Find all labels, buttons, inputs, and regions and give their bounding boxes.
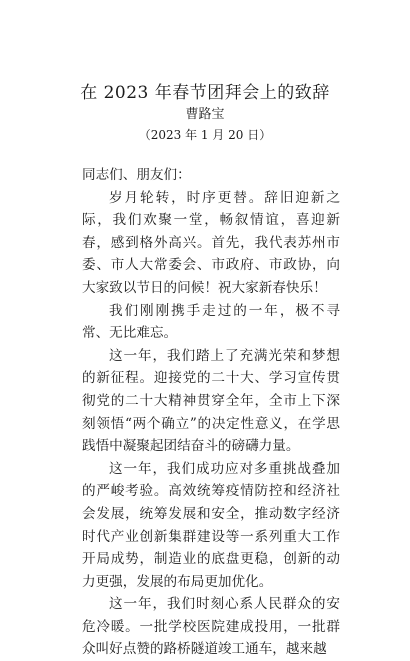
salutation: 同志们、朋友们：: [82, 167, 191, 183]
paragraph: 这一年，我们时刻心系人民群众的安危冷暖。一批学校医院建成投用，一批群众叫好点赞的路桥隧道竣工通车，越来越: [82, 596, 340, 658]
author-name: 曹路宝: [185, 107, 225, 122]
speech-date: （2023 年 1 月 20 日）: [138, 128, 272, 142]
paragraph: 岁月轮转，时序更替。辞旧迎新之际，我们欢聚一堂，畅叙情谊，喜迎新春，感到格外高兴。首先，我代表苏州市委、市人大常委会、市政府、市政协，向大家致以节日的问候！祝大家新春快乐！: [82, 189, 340, 296]
paragraph: 这一年，我们成功应对多重挑战叠加的严峻考验。高效统筹疫情防控和经济社会发展，统筹发展和安全，推动数字经济时代产业创新集群建设等一系列重大工作开局成势，制造业的底盘更稳，创新的动力更强，发展的布局更加优化。: [82, 460, 340, 590]
paragraph: 这一年，我们踏上了充满光荣和梦想的新征程。迎接党的二十大、学习宣传贯彻党的二十大精神贯穿全年，全市上下深刻领悟“两个确立”的决定性意义，在学思践悟中凝聚起团结奋斗的磅礴力量。: [82, 347, 340, 455]
speech-body: [82, 164, 340, 661]
paragraph: 我们刚刚携手走过的一年，极不寻常、无比难忘。: [82, 302, 340, 342]
document-title: 在 2023 年春节团拜会上的致辞: [80, 83, 330, 103]
